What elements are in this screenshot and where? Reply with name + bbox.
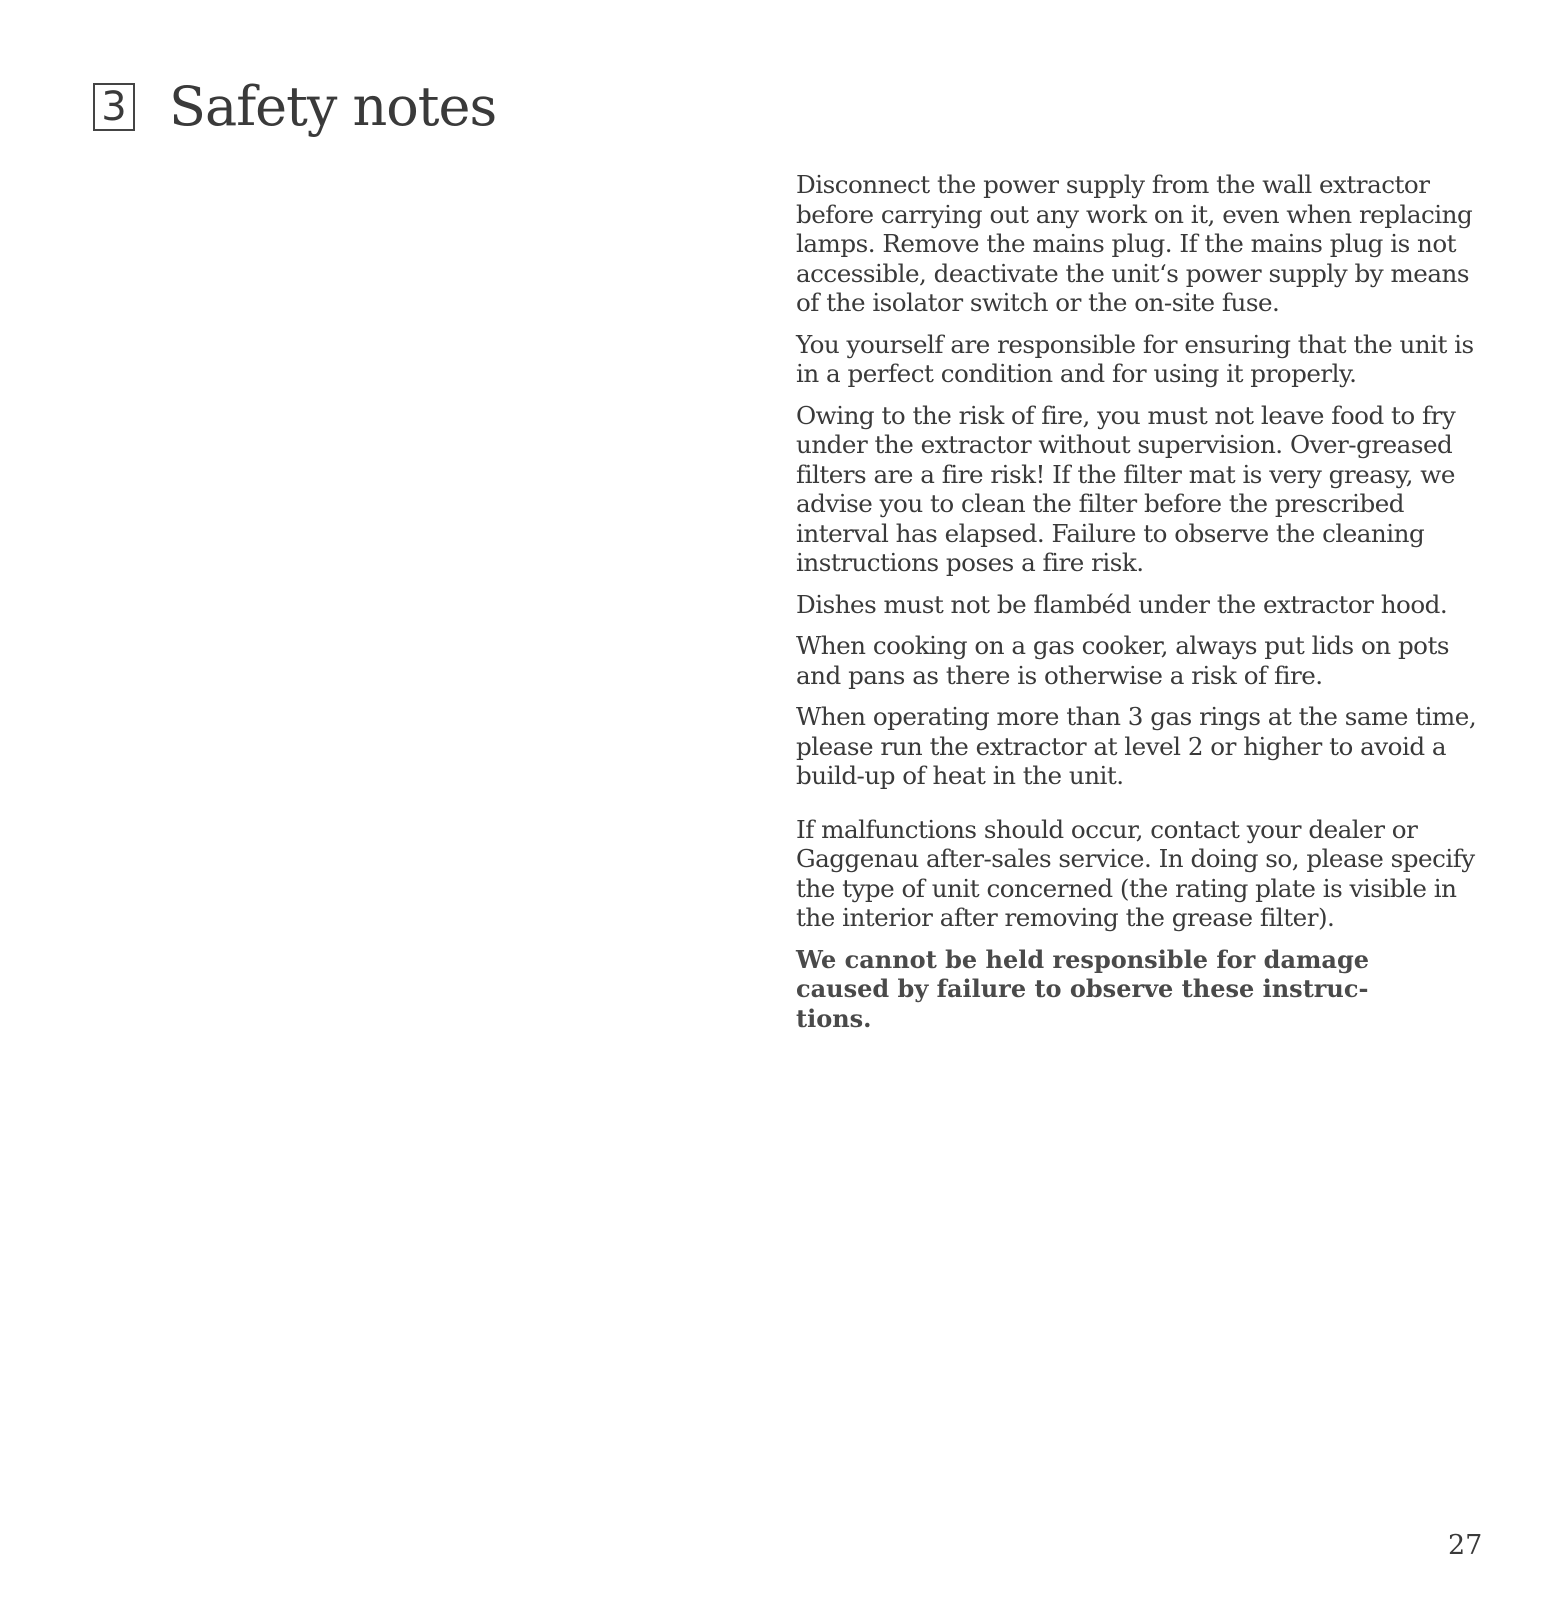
paragraph-gas-cooker-lids: When cooking on a gas cooker, always put lids on pots and pans as there is otherwise a risk of fire. (796, 631, 1449, 690)
paragraph-responsibility: You yourself are responsible for ensuring that the unit is in a perfect condition and for using it properly. (796, 329, 1474, 388)
paragraph-fire-risk: Owing to the risk of fire, you must not leave food to fry under the extractor without supervision. Over-greased filters are a fire risk! If the filter mat is very greasy, we advise you to clean the filter before the prescribed interval has elapsed. Failure to observe the cleaning instructions poses a fire risk. (796, 400, 1456, 577)
section-number-box: 3 (93, 83, 135, 131)
paragraph-power-disconnect: Disconnect the power supply from the wall extractor before carrying out any work on it, even when replacing lamps. Remove the mains plug. If the mains plug is not accessible, deactivate the unit‘s power supply by means of the isolator switch or the on-site fuse. (796, 170, 1473, 317)
section-header (93, 75, 497, 138)
paragraph-flambe: Dishes must not be flambéd under the extractor hood. (796, 589, 1448, 619)
paragraph-gas-rings: When operating more than 3 gas rings at the same time, please run the extractor at level 2 or higher to avoid a build-up of heat in the unit. (796, 702, 1477, 790)
page-number: 27 (1448, 1530, 1483, 1561)
page-title: Safety notes (169, 75, 497, 138)
paragraph-malfunctions: If malfunctions should occur, contact your dealer or Gaggenau after-sales service. In doing so, please specify the type of unit concerned (the rating plate is visible in the interior after removing the grease filter). (796, 814, 1475, 932)
safety-notes-body (796, 170, 1486, 1045)
disclaimer: We cannot be held responsible for damage caused by failure to observe these instruc-tions. (796, 944, 1369, 1033)
